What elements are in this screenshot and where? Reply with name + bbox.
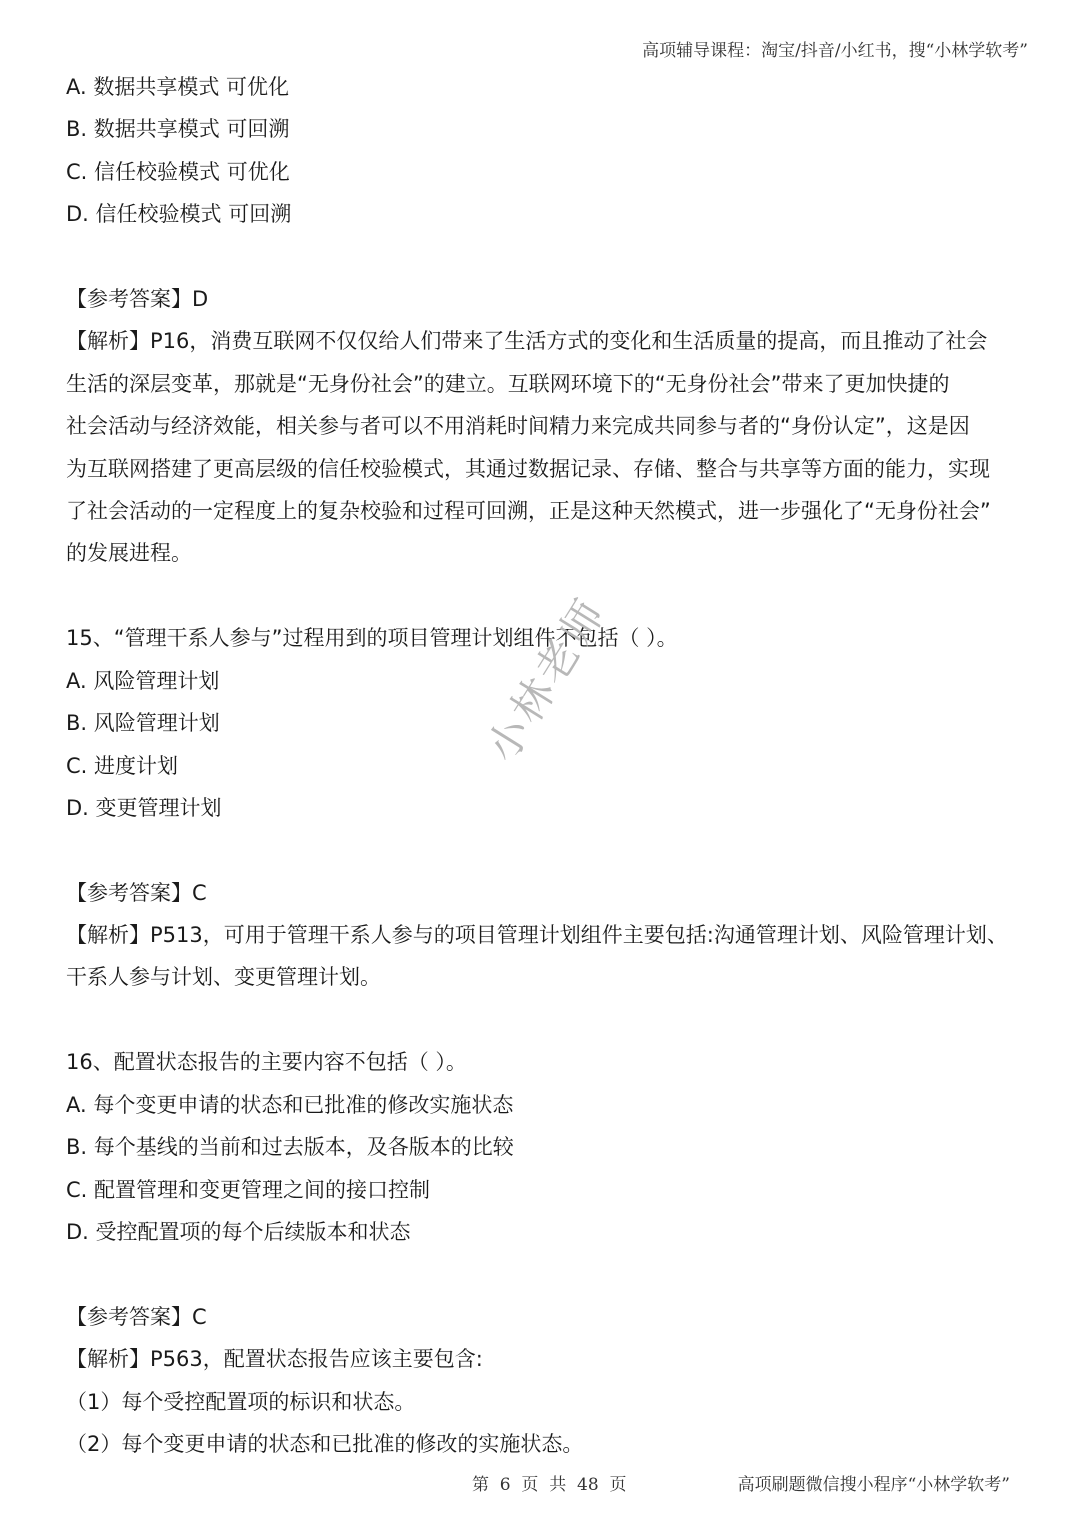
option-d-q15: D. 变更管理计划 <box>66 796 222 820</box>
analysis-q14-line-5: 了社会活动的一定程度上的复杂校验和过程可回溯，正是这种天然模式，进一步强化了“无身份社会” <box>66 499 991 523</box>
option-a-q15: A. 风险管理计划 <box>66 669 220 693</box>
analysis-q16-line-2: （1）每个受控配置项的标识和状态。 <box>66 1390 416 1414</box>
option-a-q16: A. 每个变更申请的状态和已批准的修改实施状态 <box>66 1093 514 1117</box>
answer-q14: 【参考答案】D <box>66 287 209 311</box>
question-15: 15、“管理干系人参与”过程用到的项目管理计划组件不包括（ ）。 <box>66 626 678 650</box>
analysis-q14-line-6: 的发展进程。 <box>66 541 192 565</box>
analysis-q14-line-2: 生活的深层变革，那就是“无身份社会”的建立。互联网环境下的“无身份社会”带来了更加快捷的 <box>66 372 950 396</box>
page-number: 第 6 页 共 48 页 <box>472 1475 627 1495</box>
watermark: 小林老师 <box>476 588 616 771</box>
option-d-q14: D. 信任校验模式 可回溯 <box>66 202 292 226</box>
option-a-q14: A. 数据共享模式 可优化 <box>66 75 290 99</box>
option-b-q16: B. 每个基线的当前和过去版本，及各版本的比较 <box>66 1135 514 1159</box>
analysis-q14-line-1: 【解析】P16，消费互联网不仅仅给人们带来了生活方式的变化和生活质量的提高，而且推动了社会 <box>66 329 988 353</box>
analysis-q14-line-3: 社会活动与经济效能，相关参与者可以不用消耗时间精力来完成共同参与者的“身份认定”，这是因 <box>66 414 970 438</box>
analysis-q16-line-3: （2）每个变更申请的状态和已批准的修改的实施状态。 <box>66 1432 584 1456</box>
analysis-q15-line-2: 干系人参与计划、变更管理计划。 <box>66 965 381 989</box>
option-c-q16: C. 配置管理和变更管理之间的接口控制 <box>66 1178 431 1202</box>
answer-q15: 【参考答案】C <box>66 881 207 905</box>
question-16: 16、配置状态报告的主要内容不包括（ ）。 <box>66 1050 467 1074</box>
option-b-q14: B. 数据共享模式 可回溯 <box>66 117 290 141</box>
option-c-q14: C. 信任校验模式 可优化 <box>66 160 290 184</box>
footer-note: 高项刷题微信搜小程序“小林学软考” <box>737 1475 1010 1495</box>
header-note: 高项辅导课程：淘宝/抖音/小红书，搜“小林学软考” <box>642 41 1028 61</box>
analysis-q14-line-4: 为互联网搭建了更高层级的信任校验模式，其通过数据记录、存储、整合与共享等方面的能力，实现 <box>66 457 990 481</box>
option-c-q15: C. 进度计划 <box>66 754 179 778</box>
answer-q16: 【参考答案】C <box>66 1305 207 1329</box>
option-d-q16: D. 受控配置项的每个后续版本和状态 <box>66 1220 411 1244</box>
analysis-q16-line-1: 【解析】P563，配置状态报告应该主要包含: <box>66 1347 483 1371</box>
analysis-q15-line-1: 【解析】P513，可用于管理干系人参与的项目管理计划组件主要包括:沟通管理计划、风险管理计划、 <box>66 923 1008 947</box>
option-b-q15: B. 风险管理计划 <box>66 711 220 735</box>
